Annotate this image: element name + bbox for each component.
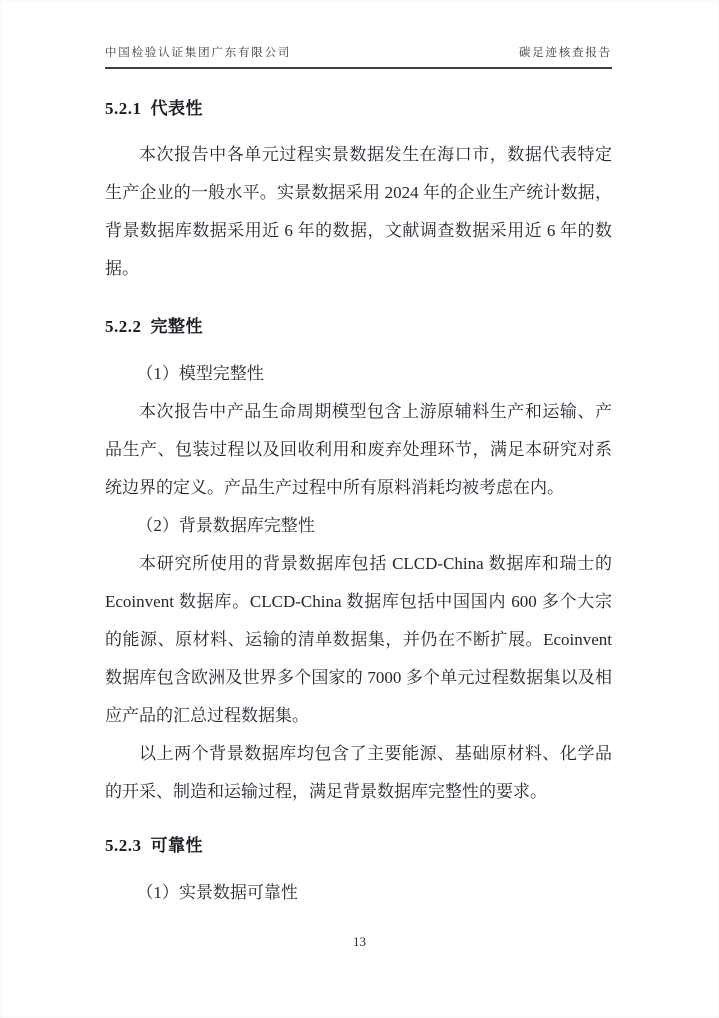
subheading-primary-data-reliability: （1）实景数据可靠性 — [136, 883, 298, 902]
section-number: 5.2.3 — [105, 836, 142, 855]
section-number: 5.2.1 — [105, 99, 142, 118]
page-footer — [0, 934, 719, 950]
section-heading-reliability — [105, 835, 612, 857]
section-heading-completeness — [105, 316, 612, 338]
paragraph: 本次报告中产品生命周期模型包含上游原辅料生产和运输、产品生产、包装过程以及回收利用和废弃处理环节，满足本研究对系统边界的定义。产品生产过程中所有原料消耗均被考虑在内。 — [105, 402, 612, 497]
section-title: 完整性 — [150, 317, 203, 336]
paragraph: 以上两个背景数据库均包含了主要能源、基础原材料、化学品的开采、制造和运输过程，满足背景数据库完整性的要求。 — [105, 744, 612, 801]
paragraph: 本研究所使用的背景数据库包括 CLCD-China 数据库和瑞士的 Ecoinvent 数据库。CLCD-China 数据库包括中国国内 600 多个大宗的能源、原材料、运输的清单数据集，并仍在不断扩展。Ecoinvent 数据库包含欧洲及世界多个国家的 7000 多个单元过程数据集以及相应产品的汇总过程数据集。 — [105, 554, 612, 725]
page-header — [105, 44, 612, 69]
subheading-model-completeness: （1）模型完整性 — [136, 364, 264, 383]
document-body — [105, 71, 612, 912]
subheading-background-database-completeness: （2）背景数据库完整性 — [136, 516, 315, 535]
section-number: 5.2.2 — [105, 317, 142, 336]
header-report-title: 碳足迹核查报告 — [518, 47, 612, 59]
paragraph: 本次报告中各单元过程实景数据发生在海口市，数据代表特定生产企业的一般水平。实景数据采用 2024 年的企业生产统计数据，背景数据库数据采用近 6 年的数据，文献调查数据采用近 6 年的数据。 — [105, 145, 612, 278]
page-number: 13 — [353, 934, 366, 949]
section-heading-representativeness — [105, 98, 612, 120]
section-title: 可靠性 — [150, 836, 203, 855]
section-title: 代表性 — [150, 99, 203, 118]
header-company-name: 中国检验认证集团广东有限公司 — [105, 47, 292, 59]
